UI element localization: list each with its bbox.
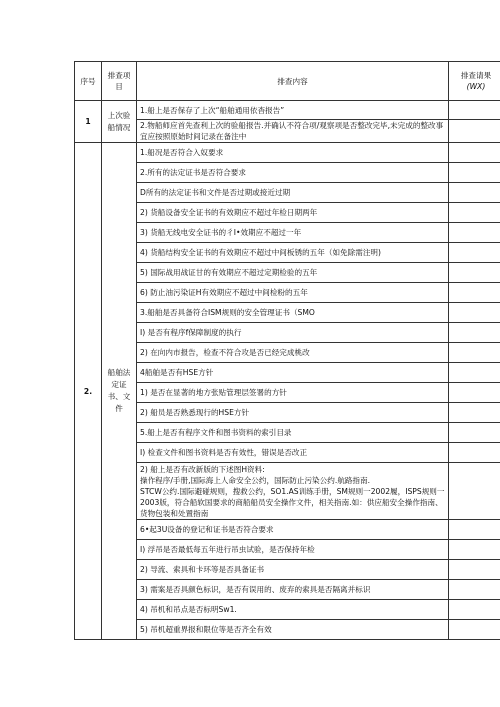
check-content: 3.船舶是否具备符合ISM规则的安全管理证书（SMO bbox=[137, 303, 449, 323]
table-row bbox=[75, 580, 500, 600]
check-content: 1) 是否在显著的地方张贴管理层签署的方针 bbox=[137, 383, 449, 403]
header-number: 序号 bbox=[75, 62, 102, 101]
check-content: 4船舶是否有HSE方针 bbox=[137, 363, 449, 383]
result-cell[interactable] bbox=[449, 101, 500, 120]
check-content: 1.船上是否保存了上次“船舶通用依杳报告” bbox=[137, 101, 449, 120]
table-row bbox=[75, 363, 500, 383]
table-row bbox=[75, 303, 500, 323]
result-cell[interactable] bbox=[449, 423, 500, 443]
table-row bbox=[75, 223, 500, 243]
table-row bbox=[75, 343, 500, 363]
result-cell[interactable] bbox=[449, 620, 500, 640]
table-row bbox=[75, 520, 500, 540]
table-row bbox=[75, 403, 500, 423]
table-row bbox=[75, 243, 500, 263]
result-cell[interactable] bbox=[449, 163, 500, 183]
result-cell[interactable] bbox=[449, 143, 500, 163]
table-row bbox=[75, 423, 500, 443]
result-cell[interactable] bbox=[449, 540, 500, 560]
table-row bbox=[75, 463, 500, 520]
result-cell[interactable] bbox=[449, 443, 500, 463]
table-header-row bbox=[75, 62, 500, 101]
check-content: I) 浮吊是否最低每五年进行吊虫试验，是否保持年检 bbox=[137, 540, 449, 560]
table-row bbox=[75, 143, 500, 163]
table-row bbox=[75, 383, 500, 403]
table-row bbox=[75, 283, 500, 303]
section-2 bbox=[75, 143, 500, 640]
result-cell[interactable] bbox=[449, 263, 500, 283]
check-content: 4) 吊机和吊点是否标明Sw1. bbox=[137, 600, 449, 620]
table-row bbox=[75, 600, 500, 620]
check-content: 3) 货船无线电安全证书的彳I•效期应不超过一年 bbox=[137, 223, 449, 243]
result-cell[interactable] bbox=[449, 120, 500, 143]
result-cell[interactable] bbox=[449, 403, 500, 423]
check-content: 2) 导流、索具和卡环等是否具备证书 bbox=[137, 560, 449, 580]
table-row bbox=[75, 203, 500, 223]
table-row bbox=[75, 620, 500, 640]
table-row bbox=[75, 101, 500, 120]
table-row bbox=[75, 540, 500, 560]
result-cell[interactable] bbox=[449, 560, 500, 580]
table-row bbox=[75, 443, 500, 463]
result-cell[interactable] bbox=[449, 243, 500, 263]
table-row bbox=[75, 263, 500, 283]
check-content: I) 检查文件和图书资料是否有效性，错误是否改正 bbox=[137, 443, 449, 463]
result-cell[interactable] bbox=[449, 223, 500, 243]
section-number: 2. bbox=[75, 143, 102, 640]
check-content: 3) 需案是否具颜色标识，是否有误用的、废弃的索具是否隔离并标识 bbox=[137, 580, 449, 600]
result-cell[interactable] bbox=[449, 203, 500, 223]
header-result bbox=[449, 62, 500, 101]
check-content: 4) 货船结构安全证书的有效期应不超过中间板锈的五年（如免除需注明) bbox=[137, 243, 449, 263]
table-row bbox=[75, 163, 500, 183]
check-content: 2.物船师应首先查利上次的验船报告.并确认不符合项/观察项是否整改完毕,未完成的整改事宜应按照原始时间记录在备注中 bbox=[137, 120, 449, 143]
section-item: 船舶法定证书、文件 bbox=[102, 143, 137, 640]
result-cell[interactable] bbox=[449, 343, 500, 363]
check-content: 2) 船员是否熟悉现行的HSE方针 bbox=[137, 403, 449, 423]
result-cell[interactable] bbox=[449, 463, 500, 520]
table-row bbox=[75, 183, 500, 203]
result-cell[interactable] bbox=[449, 183, 500, 203]
header-result-unit: (WX) bbox=[466, 82, 486, 91]
result-cell[interactable] bbox=[449, 283, 500, 303]
check-content: 5) 吊机超重界报和限位等是否齐全有效 bbox=[137, 620, 449, 640]
result-cell[interactable] bbox=[449, 363, 500, 383]
section-item: 上次验船情况 bbox=[102, 101, 137, 143]
check-content: 2) 货船设备安全证书的有效期应不超过年检日期两年 bbox=[137, 203, 449, 223]
table-row bbox=[75, 323, 500, 343]
header-content: 排查内容 bbox=[137, 62, 449, 101]
check-content: 2.所有的法定证书是否符合要求 bbox=[137, 163, 449, 183]
result-cell[interactable] bbox=[449, 520, 500, 540]
table-row bbox=[75, 560, 500, 580]
section-number: 1 bbox=[75, 101, 102, 143]
check-content: 6) 防止油污染证H有效期应不超过中间检粉的五年 bbox=[137, 283, 449, 303]
result-cell[interactable] bbox=[449, 580, 500, 600]
check-content: 1.船况是否符合入奴要求 bbox=[137, 143, 449, 163]
section-1 bbox=[75, 101, 500, 143]
result-cell[interactable] bbox=[449, 323, 500, 343]
table-row bbox=[75, 120, 500, 143]
check-content: 5) 国际战用战证甘的有效期应不超过定期检验的五年 bbox=[137, 263, 449, 283]
check-content: D所有的法定证书和文件是否过期或接近过期 bbox=[137, 183, 449, 203]
check-content: 2) 船上是否有改新版的下述图H资料: 操作程序/手册,国际海上人命安全公约，国际防止污染公约.航路指南. STCW公约.国际避碰规则，搜救公约，SO1.AS训练手册，SM规则一2002履，ISPS规则一2003版，符合船软国要求的商船船员安全操作文件，相关指南.如：供应船安全操作指南、货物包装和处置指南 bbox=[137, 463, 449, 520]
check-content: 5.船上是否有程序文件和图书资料的索引目录 bbox=[137, 423, 449, 443]
check-content: 6•起3U设备的登记和证书是否符合要求 bbox=[137, 520, 449, 540]
header-item: 排查项目 bbox=[102, 62, 137, 101]
check-content: 2) 在向内市报告，检查不符合攻是否已经完成桃改 bbox=[137, 343, 449, 363]
inspection-checklist bbox=[74, 61, 492, 640]
header-result-label: 排查请果 bbox=[460, 71, 492, 80]
result-cell[interactable] bbox=[449, 600, 500, 620]
checklist-table bbox=[74, 61, 500, 640]
result-cell[interactable] bbox=[449, 303, 500, 323]
result-cell[interactable] bbox=[449, 383, 500, 403]
check-content: I) 是否有程序f保障制度的执行 bbox=[137, 323, 449, 343]
